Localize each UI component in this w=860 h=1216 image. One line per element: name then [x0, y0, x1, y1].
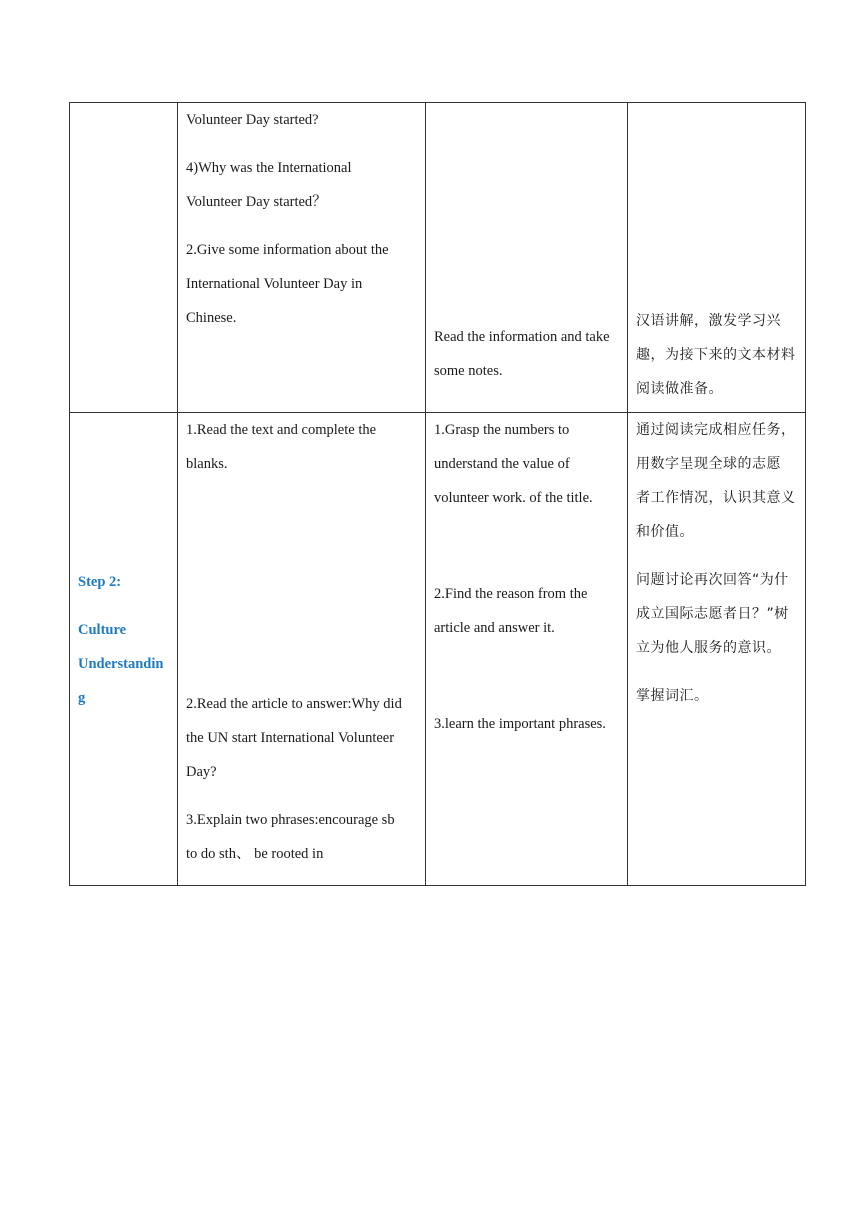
text-line: 2.Find the reason from the — [434, 586, 588, 602]
text-line: 汉语讲解，激发学习兴 — [636, 313, 781, 329]
text-line: International Volunteer Day in — [186, 276, 363, 292]
activity-cell — [178, 413, 426, 886]
student-activity-cell — [426, 413, 628, 886]
text-line: blanks. — [186, 456, 228, 472]
step-title: Step 2: — [78, 574, 122, 590]
text-line: 立为他人服务的意识。 — [636, 640, 781, 656]
text-line: 1.Grasp the numbers to — [434, 422, 570, 438]
text-line: article and answer it. — [434, 620, 555, 636]
text-line: 用数字呈现全球的志愿 — [636, 456, 781, 472]
text-line: 问题讨论再次回答“为什 — [636, 572, 789, 588]
step-cell — [70, 413, 178, 886]
text-line: Read the information and take — [434, 329, 610, 345]
text-line: 趣，为接下来的文本材料 — [636, 347, 796, 363]
text-line: 2.Give some information about the — [186, 242, 389, 258]
activity-cell — [178, 103, 426, 413]
lesson-plan-table — [69, 102, 806, 886]
table-row — [70, 413, 806, 886]
text-line: 阅读做准备。 — [636, 381, 723, 397]
text-line: 4)Why was the International — [186, 160, 352, 176]
step-cell-empty — [70, 103, 178, 413]
text-line: 通过阅读完成相应任务， — [636, 422, 796, 438]
text-line: volunteer work. of the title. — [434, 490, 593, 506]
text-line: to do sth、 be rooted in — [186, 846, 324, 862]
text-line: 3.Explain two phrases:encourage sb — [186, 812, 395, 828]
text-line: 1.Read the text and complete the — [186, 422, 377, 438]
text-line: Volunteer Day started? — [186, 112, 319, 128]
table-row — [70, 103, 806, 413]
text-line: Chinese. — [186, 310, 237, 326]
text-line: 和价值。 — [636, 524, 694, 540]
text-line: the UN start International Volunteer — [186, 730, 395, 746]
step-subtitle: Culture — [78, 622, 127, 638]
text-line: 2.Read the article to answer:Why did — [186, 696, 402, 712]
text-line: Day? — [186, 764, 217, 780]
text-line: 掌握词汇。 — [636, 688, 709, 704]
purpose-cell — [628, 103, 806, 413]
text-line: understand the value of — [434, 456, 570, 472]
text-line: 3.learn the important phrases. — [434, 716, 606, 732]
text-line: some notes. — [434, 363, 503, 379]
text-line: 者工作情况，认识其意义 — [636, 490, 796, 506]
purpose-cell — [628, 413, 806, 886]
text-line: Volunteer Day started？ — [186, 194, 327, 210]
step-subtitle: g — [78, 690, 86, 706]
step-subtitle: Understandin — [78, 656, 164, 672]
text-line: 成立国际志愿者日？”树 — [636, 606, 789, 622]
student-activity-cell — [426, 103, 628, 413]
